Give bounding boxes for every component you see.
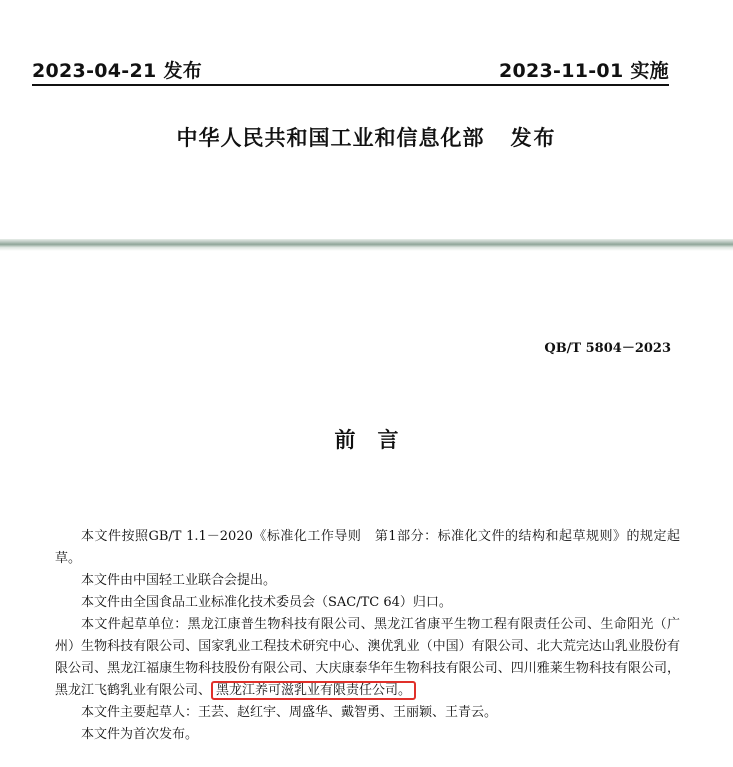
standard-code: QB/T 5804－2023 [544,341,671,356]
cover-page-fragment [0,0,733,240]
ministry-name: 中华人民共和国工业和信息化部 [176,126,485,150]
date-rule [32,84,669,86]
paragraph-first-issue: 本文件为首次发布。 [81,727,199,742]
implement-date: 2023-11-01 实施 [498,60,669,82]
foreword-title: 前言 [334,428,421,452]
date-row [32,56,669,84]
ministry-action: 发布 [510,126,557,150]
issuing-authority [0,122,733,152]
foreword-body [55,526,680,746]
page-divider [0,239,733,251]
paragraph-proposed-by: 本文件由中国轻工业联合会提出。 [81,573,277,588]
publish-date: 2023-04-21 发布 [32,60,203,82]
paragraph-drafters: 本文件主要起草人：王芸、赵红宇、周盛华、戴智勇、王丽颖、王青云。 [81,705,498,720]
drafting-units-text: 本文件起草单位：黑龙江康普生物科技有限公司、黑龙江省康平生物工程有限责任公司、生命阳光（广州）生物科技有限公司、国家乳业工程技术研究中心、澳优乳业（中国）有限公司、北大荒完达山乳业股份有限公司、黑龙江福康生物科技股份有限公司、大庆康泰华年生物科技有限公司、四川雅莱生物科技有限公司，黑龙江飞鹤乳业有限公司、 [55,617,680,698]
paragraph-drafting-units [55,614,680,702]
paragraph-drafting-rule: 本文件按照GB/T 1.1－2020《标准化工作导则 第1部分：标准化文件的结构和起草规则》的规定起草。 [55,529,680,566]
highlighted-company: 黑龙江养可滋乳业有限责任公司。 [211,681,416,700]
paragraph-managed-by: 本文件由全国食品工业标准化技术委员会（SAC/TC 64）归口。 [81,595,452,610]
